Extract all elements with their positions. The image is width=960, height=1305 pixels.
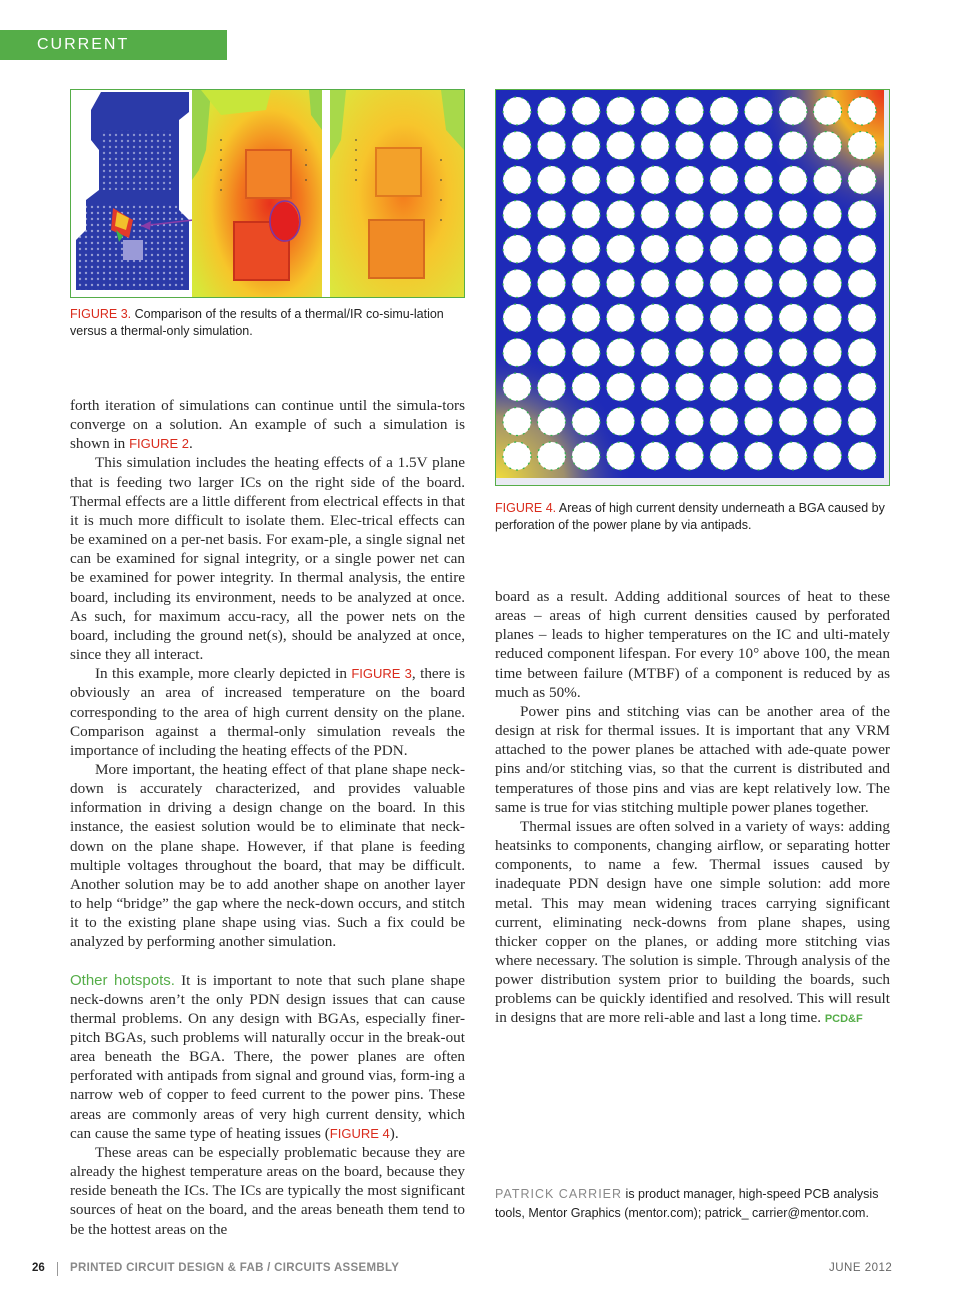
antipad-hole xyxy=(503,166,531,194)
paragraph: This simulation includes the heating effects of a 1.5V plane that is feeding two larger ICs on the right side of the board. Thermal effects are a little different from electrical effects in that it is much more difficult to isolate them. Elec-trical effects can be examined on a per-net basis. For exam-ple, a single signal net can be examined for signal integrity, or a single power net can be examined for power integrity. In thermal analysis, the entire board, including its environment, needs to be analyzed at once. As such, for maximum accu-racy, all the power nets on the board, including the ground net(s), should be analyzed at once, since they all interact. xyxy=(70,454,465,664)
figure-3-image xyxy=(70,89,465,298)
antipad-hole xyxy=(814,442,842,470)
paragraph: Power pins and stitching vias can be another area of the design at risk for thermal issues. It is important that any VRM attached to the power planes be attached with ade-quate power pins and/or stitching vias, so that the current is distributed and temperatures of those pins and vias are kept relatively low. The same is true for vias stitching multiple power planes together. xyxy=(495,702,890,816)
antipad-hole xyxy=(503,442,531,470)
antipad-hole xyxy=(572,166,600,194)
antipad-hole xyxy=(676,97,704,125)
author-name: PATRICK CARRIER xyxy=(495,1187,623,1201)
antipad-hole xyxy=(503,270,531,298)
antipad-hole xyxy=(745,339,773,367)
antipad-hole xyxy=(676,201,704,229)
figure-4-label: FIGURE 4. xyxy=(495,501,557,515)
antipad-hole xyxy=(745,166,773,194)
antipad-hole xyxy=(641,373,669,401)
antipad-hole xyxy=(814,132,842,160)
figure-3-caption-text: Comparison of the results of a thermal/IR co-simu-lation versus a thermal-only simulation. xyxy=(70,307,444,338)
antipad-hole xyxy=(572,339,600,367)
antipad-hole xyxy=(779,201,807,229)
antipad-hole xyxy=(710,373,738,401)
antipad-hole xyxy=(710,166,738,194)
subheading-other-hotspots: Other hotspots. xyxy=(70,971,175,989)
antipad-hole xyxy=(538,235,566,263)
antipad-hole xyxy=(710,270,738,298)
figure-2-reference: FIGURE 2 xyxy=(129,436,190,452)
antipad-hole xyxy=(814,339,842,367)
thermal-only-simulation-map xyxy=(330,90,464,297)
antipad-hole xyxy=(848,339,876,367)
antipad-hole xyxy=(572,373,600,401)
antipad-hole xyxy=(676,132,704,160)
antipad-hole xyxy=(710,408,738,436)
author-bio-text: is product manager, high-speed PCB analysis tools, Mentor Graphics (mentor.com); patrick_ carrier@mentor.com. xyxy=(495,1187,879,1220)
antipad-hole xyxy=(745,304,773,332)
antipad-hole xyxy=(745,408,773,436)
antipad-hole xyxy=(641,408,669,436)
antipad-hole xyxy=(848,373,876,401)
antipad-hole xyxy=(779,166,807,194)
antipad-hole xyxy=(641,339,669,367)
antipad-hole xyxy=(676,373,704,401)
antipad-hole xyxy=(676,166,704,194)
antipad-hole xyxy=(503,304,531,332)
text: forth iteration of simulations can continue until the simula-tors converge on a solution. An example of such a simulation is shown in xyxy=(70,397,465,453)
antipad-hole xyxy=(779,97,807,125)
antipad-hole xyxy=(607,408,635,436)
antipad-hole xyxy=(607,442,635,470)
antipad-hole xyxy=(641,201,669,229)
figure-4-image xyxy=(495,89,890,486)
antipad-hole xyxy=(848,97,876,125)
antipad-hole xyxy=(814,304,842,332)
antipad-hole xyxy=(814,166,842,194)
antipad-hole xyxy=(607,166,635,194)
antipad-hole xyxy=(572,235,600,263)
antipad-hole xyxy=(779,270,807,298)
antipad-hole xyxy=(538,304,566,332)
paragraph xyxy=(70,664,465,760)
author-bio xyxy=(495,1185,890,1222)
antipad-hole xyxy=(745,97,773,125)
antipad-hole xyxy=(848,304,876,332)
section-word-2: CONTROL xyxy=(37,66,131,83)
figure-4-reference: FIGURE 4 xyxy=(329,1125,390,1141)
antipad-hole xyxy=(710,132,738,160)
section-word-1: CURRENT xyxy=(37,36,129,53)
antipad-hole xyxy=(848,132,876,160)
figure-3-label: FIGURE 3. xyxy=(70,307,132,321)
issue-date: JUNE 2012 xyxy=(829,1262,893,1274)
antipad-hole xyxy=(503,132,531,160)
antipad-hole xyxy=(745,373,773,401)
antipad-hole xyxy=(848,235,876,263)
antipad-hole xyxy=(538,270,566,298)
paragraph xyxy=(495,817,890,1030)
antipad-hole xyxy=(676,339,704,367)
paragraph xyxy=(70,396,465,453)
antipad-hole xyxy=(607,235,635,263)
antipad-hole xyxy=(607,304,635,332)
text: , there is obviously an area of increased temperature on the board corresponding to the area of high current density on the plane. Comparison against a thermal-only simulation reveals the importance of including the heating effects of the PDN. xyxy=(70,665,465,759)
antipad-hole xyxy=(572,201,600,229)
antipad-hole xyxy=(814,235,842,263)
antipad-hole xyxy=(607,201,635,229)
antipad-hole xyxy=(538,442,566,470)
antipad-hole xyxy=(779,408,807,436)
via-antipad-grid xyxy=(503,97,876,470)
antipad-hole xyxy=(538,408,566,436)
antipad-hole xyxy=(641,132,669,160)
antipad-hole xyxy=(676,408,704,436)
antipad-hole xyxy=(538,166,566,194)
antipad-hole xyxy=(848,442,876,470)
antipad-hole xyxy=(607,97,635,125)
antipad-hole xyxy=(538,373,566,401)
antipad-hole xyxy=(710,339,738,367)
antipad-hole xyxy=(538,132,566,160)
antipad-hole xyxy=(710,97,738,125)
antipad-hole xyxy=(710,235,738,263)
figure-3-caption xyxy=(70,306,465,340)
paragraph: These areas can be especially problematic because they are already the highest temperature areas on the board, because they reside beneath the ICs. The ICs are typically the most significant sources of heat on the board, and the areas beneath them tend to be the hottest areas on the xyxy=(70,1143,465,1238)
antipad-hole xyxy=(814,373,842,401)
antipad-hole xyxy=(779,304,807,332)
antipad-hole xyxy=(572,304,600,332)
antipad-hole xyxy=(607,373,635,401)
antipad-hole xyxy=(745,270,773,298)
antipad-hole xyxy=(814,270,842,298)
text: It is important to note that such plane shape neck-downs aren’t the only PDN design issues that can cause thermal problems. On any design with BGAs, especially finer-pitch BGAs, such problems will naturally occur in the break-out area beneath the BGA. There, the power planes are often perforated with antipads from signal and ground vias, form-ing a narrow web of copper to feed current to the power pins. These areas are commonly areas of very high current density, which can cause the same type of heating issues ( xyxy=(70,971,465,1142)
paragraph: board as a result. Adding additional sources of heat to these areas – areas of high current densities caused by perforated planes – leads to higher temperatures on the IC and ulti-mately reduced component lifespan. For every 10° above 100, the mean time between failure (MTBF) of a component is reduced by as much as 50%. xyxy=(495,588,890,701)
antipad-hole xyxy=(676,304,704,332)
antipad-hole xyxy=(538,339,566,367)
antipad-hole xyxy=(676,235,704,263)
antipad-hole xyxy=(848,270,876,298)
antipad-hole xyxy=(779,132,807,160)
antipad-hole xyxy=(814,97,842,125)
antipad-hole xyxy=(503,339,531,367)
footer-divider xyxy=(57,1262,58,1276)
end-mark: PCD&F xyxy=(824,1013,863,1026)
antipad-hole xyxy=(710,201,738,229)
antipad-hole xyxy=(503,201,531,229)
antipad-hole xyxy=(572,442,600,470)
left-column xyxy=(70,396,465,1239)
antipad-hole xyxy=(745,201,773,229)
antipad-hole xyxy=(745,235,773,263)
antipad-hole xyxy=(710,442,738,470)
antipad-hole xyxy=(848,408,876,436)
antipad-hole xyxy=(572,408,600,436)
antipad-hole xyxy=(779,373,807,401)
antipad-hole xyxy=(572,270,600,298)
antipad-hole xyxy=(572,97,600,125)
thermal-ir-cosimulation-map xyxy=(192,90,330,297)
text: . xyxy=(189,435,193,453)
text: ). xyxy=(389,1124,399,1142)
antipad-hole xyxy=(848,201,876,229)
antipad-hole xyxy=(503,235,531,263)
antipad-hole xyxy=(710,304,738,332)
antipad-hole xyxy=(814,408,842,436)
antipad-hole xyxy=(538,97,566,125)
antipad-hole xyxy=(779,339,807,367)
figure-4-caption xyxy=(495,500,890,534)
paragraph xyxy=(70,971,465,1143)
publication-name: PRINTED CIRCUIT DESIGN & FAB / CIRCUITS ASSEMBLY xyxy=(70,1262,400,1274)
text: In this example, more clearly depicted in xyxy=(95,665,352,683)
antipad-hole xyxy=(745,442,773,470)
antipad-hole xyxy=(538,201,566,229)
antipad-hole xyxy=(779,442,807,470)
antipad-hole xyxy=(641,166,669,194)
antipad-hole xyxy=(607,270,635,298)
antipad-hole xyxy=(848,166,876,194)
antipad-hole xyxy=(503,373,531,401)
page-number: 26 xyxy=(32,1262,45,1274)
antipad-hole xyxy=(641,270,669,298)
antipad-hole xyxy=(814,201,842,229)
antipad-hole xyxy=(607,339,635,367)
antipad-hole xyxy=(503,97,531,125)
right-column xyxy=(495,587,890,1030)
paragraph: More important, the heating effect of that plane shape neck-down is accurately characterized, and provides valuable information in driving a design change on the board. In this instance, the easiest solution would be to eliminate that neck-down on the plane shape. However, if that plane is feeding multiple voltages throughout the board, that may be difficult. Another solution may be to add another shape on another layer to help “bridge” the gap where the neck-down occurs, and stitch it to the existing plane shape using vias. Such a fix could be analyzed by performing another simulation. xyxy=(70,760,465,951)
figure-4-caption-text: Areas of high current density underneath a BGA caused by perforation of the power plane by via antipads. xyxy=(495,501,885,532)
antipad-hole xyxy=(503,408,531,436)
antipad-hole xyxy=(779,235,807,263)
antipad-hole xyxy=(676,270,704,298)
antipad-hole xyxy=(641,442,669,470)
figure-3-reference: FIGURE 3 xyxy=(351,666,412,682)
antipad-hole xyxy=(641,304,669,332)
antipad-hole xyxy=(572,132,600,160)
antipad-hole xyxy=(641,97,669,125)
text: Thermal issues are often solved in a variety of ways: adding heatsinks to components, changing airflow, or separating hotter components, to name a few. Thermal issues caused by inadequate PDN design have one simple solution: add more metal. This may mean widening traces carrying significant current, eliminating neck-downs from plane shapes, using thicker copper on the planes, or adding more stitching vias where necessary. The solution is simple. Through analysis of the power distribution system prior to building the boards, such problems can be quickly identified and resolved. This will result in designs that are more reli-able and last a long time. xyxy=(495,817,890,1027)
section-header xyxy=(0,30,227,83)
antipad-hole xyxy=(676,442,704,470)
antipad-hole xyxy=(641,235,669,263)
antipad-hole xyxy=(607,132,635,160)
antipad-hole xyxy=(745,132,773,160)
